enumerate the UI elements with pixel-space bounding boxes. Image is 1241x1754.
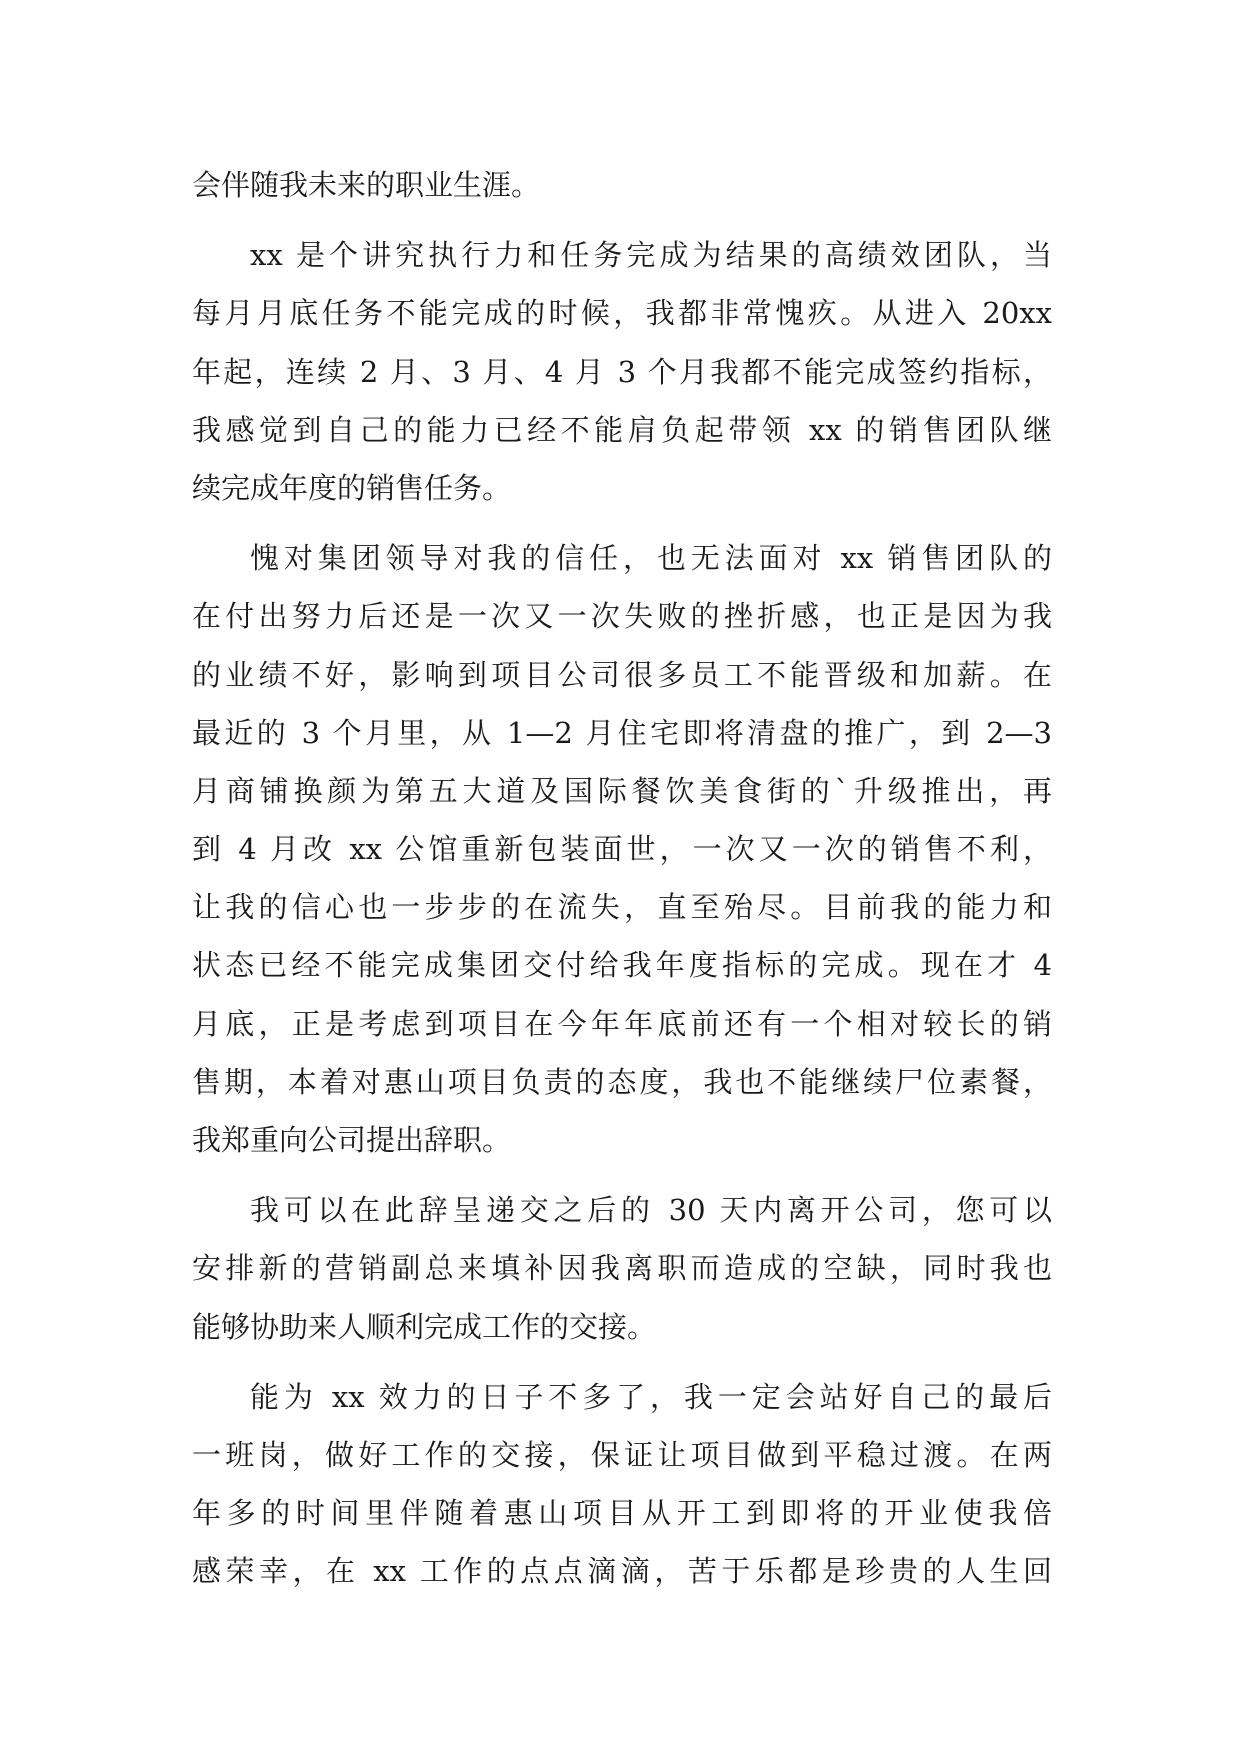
- paragraph-gap: [192, 214, 1052, 226]
- text-line: 最近的 3 个月里，从 1—2 月住宅即将清盘的推广，到 2—3: [192, 715, 1052, 750]
- text-line: 续完成年度的销售任务。: [192, 470, 512, 505]
- text-line: 月商铺换颜为第五大道及国际餐饮美食街的`升级推出，再: [192, 773, 1052, 808]
- text-line: 售期，本着对惠山项目负责的态度，我也不能继续尸位素餐，: [192, 1064, 1052, 1099]
- paragraph-gap: [192, 1356, 1052, 1368]
- text-line: 的业绩不好，影响到项目公司很多员工不能晋级和加薪。在: [192, 657, 1052, 692]
- text-line: 月底，正是考虑到项目在今年年底前还有一个相对较长的销: [192, 1006, 1052, 1041]
- text-line: 安排新的营销副总来填补因我离职而造成的空缺，同时我也: [192, 1251, 1052, 1286]
- document-body: [192, 156, 1052, 1601]
- paragraph-gap: [192, 1169, 1052, 1181]
- text-line: 年多的时间里伴随着惠山项目从开工到即将的开业使我倍: [192, 1496, 1052, 1531]
- text-line: xx 是个讲究执行力和任务完成为结果的高绩效团队，当: [250, 238, 1052, 273]
- text-line: 在付出努力后还是一次又一次失败的挫折感，也正是因为我: [192, 599, 1052, 634]
- text-line: 到 4 月改 xx 公馆重新包装面世，一次又一次的销售不利，: [192, 832, 1052, 867]
- text-line: 一班岗，做好工作的交接，保证让项目做到平稳过渡。在两: [192, 1437, 1052, 1472]
- text-line: 感荣幸，在 xx 工作的点点滴滴，苦于乐都是珍贵的人生回: [192, 1554, 1052, 1589]
- text-line: 我可以在此辞呈递交之后的 30 天内离开公司，您可以: [250, 1193, 1052, 1228]
- text-line: 每月月底任务不能完成的时候，我都非常愧疚。从进入 20xx: [192, 296, 1052, 331]
- text-line: 能够协助来人顺利完成工作的交接。: [192, 1309, 657, 1344]
- text-line: 让我的信心也一步步的在流失，直至殆尽。目前我的能力和: [192, 890, 1052, 925]
- text-line: 我郑重向公司提出辞职。: [192, 1123, 512, 1157]
- text-line: 年起，连续 2 月、3 月、4 月 3 个月我都不能完成签约指标，: [192, 354, 1052, 389]
- paragraph-gap: [192, 517, 1052, 529]
- text-line: 状态已经不能完成集团交付给我年度指标的完成。现在才 4: [192, 948, 1052, 983]
- text-line: 我感觉到自己的能力已经不能肩负起带领 xx 的销售团队继: [192, 412, 1052, 447]
- text-line: 能为 xx 效力的日子不多了，我一定会站好自己的最后: [250, 1379, 1052, 1414]
- text-line: 会伴随我未来的职业生涯。: [192, 168, 541, 202]
- text-line: 愧对集团领导对我的信任，也无法面对 xx 销售团队的: [250, 541, 1052, 576]
